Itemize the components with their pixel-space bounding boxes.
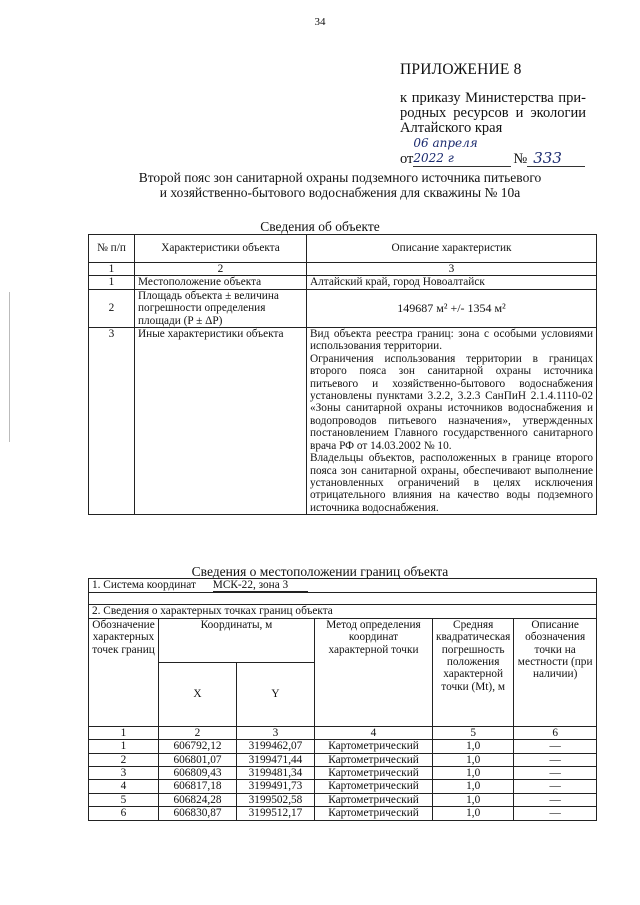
document-title-line: и хозяйственно-бытового водоснабжения для скважины № 10а bbox=[159, 185, 521, 200]
point-x-cell: 606817,18 bbox=[159, 780, 237, 793]
point-method-cell: Картометрический bbox=[315, 793, 433, 806]
header-cell: Описание характеристик bbox=[307, 235, 597, 263]
index-cell: 4 bbox=[315, 726, 433, 739]
coord-system-label: 1. Система координат bbox=[92, 579, 196, 591]
point-method-cell: Картометрический bbox=[315, 807, 433, 820]
appendix-line: Алтайского края bbox=[400, 120, 503, 136]
table-row bbox=[89, 780, 597, 793]
margin-mark bbox=[9, 292, 10, 442]
point-x-cell: 606792,12 bbox=[159, 740, 237, 753]
location-info-title: Сведения о местоположении границ объекта bbox=[191, 564, 449, 579]
point-mt-cell: 1,0 bbox=[433, 807, 514, 820]
table-row bbox=[89, 793, 597, 806]
points-label: 2. Сведения о характерных точках границ объекта bbox=[89, 605, 597, 618]
header-cell: Характеристики объекта bbox=[135, 235, 307, 263]
table-row bbox=[89, 767, 597, 780]
point-x-cell: 606824,28 bbox=[159, 793, 237, 806]
description-paragraph: Ограничения использования территории в границах второго пояса зон санитарной охраны источника питьевого и хозяйственно-бытового водоснабжения установлены пунктами 3.2.2, 3.2.3 СанПиН 2.1.4.1110-02 «Зоны санитарной охраны источников водоснабжения и водопроводов питьевого назначения», утвержденных постановлением Главного государственного санитарного врача РФ от 14.03.2002 № 10. bbox=[310, 352, 593, 452]
point-n-cell: 4 bbox=[89, 780, 159, 793]
point-desc-cell: — bbox=[514, 753, 597, 766]
index-cell: 3 bbox=[307, 263, 597, 276]
header-x: X bbox=[159, 662, 237, 726]
object-info-table bbox=[88, 234, 597, 515]
date-prefix: от bbox=[400, 151, 414, 167]
document-title bbox=[60, 170, 620, 200]
point-n-cell: 6 bbox=[89, 807, 159, 820]
location-table bbox=[88, 578, 597, 821]
row-description: 149687 м² +/- 1354 м² bbox=[307, 289, 597, 327]
appendix-block bbox=[400, 62, 586, 167]
date-number-line bbox=[400, 136, 586, 167]
point-desc-cell: — bbox=[514, 767, 597, 780]
spacer-row bbox=[89, 593, 597, 605]
point-desc-cell: — bbox=[514, 793, 597, 806]
point-y-cell: 3199512,17 bbox=[237, 807, 315, 820]
row-description: Алтайский край, город Новоалтайск bbox=[307, 276, 597, 289]
handwritten-date: 06 апреля 2022 г bbox=[413, 136, 511, 167]
point-desc-cell: — bbox=[514, 740, 597, 753]
point-method-cell: Картометрический bbox=[315, 740, 433, 753]
row-number: 2 bbox=[89, 289, 135, 327]
point-mt-cell: 1,0 bbox=[433, 740, 514, 753]
point-method-cell: Картометрический bbox=[315, 780, 433, 793]
index-cell: 1 bbox=[89, 263, 135, 276]
point-y-cell: 3199502,58 bbox=[237, 793, 315, 806]
point-n-cell: 3 bbox=[89, 767, 159, 780]
header-error: Средняя квадратическая погрешность положения характерной точки (Mt), м bbox=[433, 618, 514, 726]
number-prefix: № bbox=[513, 151, 528, 167]
header-y: Y bbox=[237, 662, 315, 726]
point-desc-cell: — bbox=[514, 807, 597, 820]
coord-system-row bbox=[89, 579, 597, 593]
document-title-line: Второй пояс зон санитарной охраны подземного источника питьевого bbox=[138, 170, 542, 185]
header-designation: Обозначение характерных точек границ bbox=[89, 618, 159, 726]
points-body bbox=[89, 740, 597, 820]
index-cell: 5 bbox=[433, 726, 514, 739]
point-mt-cell: 1,0 bbox=[433, 780, 514, 793]
index-cell: 6 bbox=[514, 726, 597, 739]
point-n-cell: 1 bbox=[89, 740, 159, 753]
object-info-title: Сведения об объекте bbox=[260, 219, 380, 234]
table-index-row bbox=[89, 726, 597, 739]
header-cell: № п/п bbox=[89, 235, 135, 263]
point-method-cell: Картометрический bbox=[315, 753, 433, 766]
point-y-cell: 3199481,34 bbox=[237, 767, 315, 780]
row-name: Местоположение объекта bbox=[135, 276, 307, 289]
point-x-cell: 606801,07 bbox=[159, 753, 237, 766]
points-label-row bbox=[89, 605, 597, 618]
index-cell: 1 bbox=[89, 726, 159, 739]
point-y-cell: 3199491,73 bbox=[237, 780, 315, 793]
table-header-row bbox=[89, 618, 597, 662]
coord-system-value: МСК-22, зона 3 bbox=[213, 579, 308, 592]
point-y-cell: 3199462,07 bbox=[237, 740, 315, 753]
point-n-cell: 5 bbox=[89, 793, 159, 806]
point-mt-cell: 1,0 bbox=[433, 793, 514, 806]
point-y-cell: 3199471,44 bbox=[237, 753, 315, 766]
description-paragraph: Владельцы объектов, расположенных в границе второго пояса зон санитарной охраны, обеспечивают выполнение установленных ограничений в целях исключения отрицательного влияния на качество воды подземного источника водоснабжения. bbox=[310, 452, 593, 514]
index-cell: 3 bbox=[237, 726, 315, 739]
description-paragraph: Вид объекта реестра границ: зона с особыми условиями использования территории. bbox=[310, 328, 593, 353]
table-row bbox=[89, 807, 597, 820]
table-header-row bbox=[89, 235, 597, 263]
handwritten-number: 333 bbox=[527, 151, 585, 167]
table-row bbox=[89, 753, 597, 766]
row-name: Площадь объекта ± величина погрешности определения площади (P ± ΔP) bbox=[135, 289, 307, 327]
point-x-cell: 606809,43 bbox=[159, 767, 237, 780]
appendix-line: родных ресурсов и экологии bbox=[400, 105, 586, 121]
point-desc-cell: — bbox=[514, 780, 597, 793]
page-number: 34 bbox=[314, 16, 326, 28]
row-number: 1 bbox=[89, 276, 135, 289]
table-index-row bbox=[89, 263, 597, 276]
point-mt-cell: 1,0 bbox=[433, 767, 514, 780]
row-description bbox=[307, 328, 597, 515]
header-method: Метод определения координат характерной точки bbox=[315, 618, 433, 726]
appendix-line: к приказу Министерства при- bbox=[400, 90, 586, 106]
table-row bbox=[89, 276, 597, 289]
point-n-cell: 2 bbox=[89, 753, 159, 766]
index-cell: 2 bbox=[135, 263, 307, 276]
appendix-title: ПРИЛОЖЕНИЕ 8 bbox=[400, 61, 522, 78]
table-row bbox=[89, 328, 597, 515]
coord-system-cell bbox=[89, 579, 597, 593]
table-row bbox=[89, 289, 597, 327]
row-name: Иные характеристики объекта bbox=[135, 328, 307, 515]
point-x-cell: 606830,87 bbox=[159, 807, 237, 820]
row-number: 3 bbox=[89, 328, 135, 515]
header-marking: Описание обозначения точки на местности (при наличии) bbox=[514, 618, 597, 726]
point-method-cell: Картометрический bbox=[315, 767, 433, 780]
header-coordinates: Координаты, м bbox=[159, 618, 315, 662]
point-mt-cell: 1,0 bbox=[433, 753, 514, 766]
index-cell: 2 bbox=[159, 726, 237, 739]
table-row bbox=[89, 740, 597, 753]
